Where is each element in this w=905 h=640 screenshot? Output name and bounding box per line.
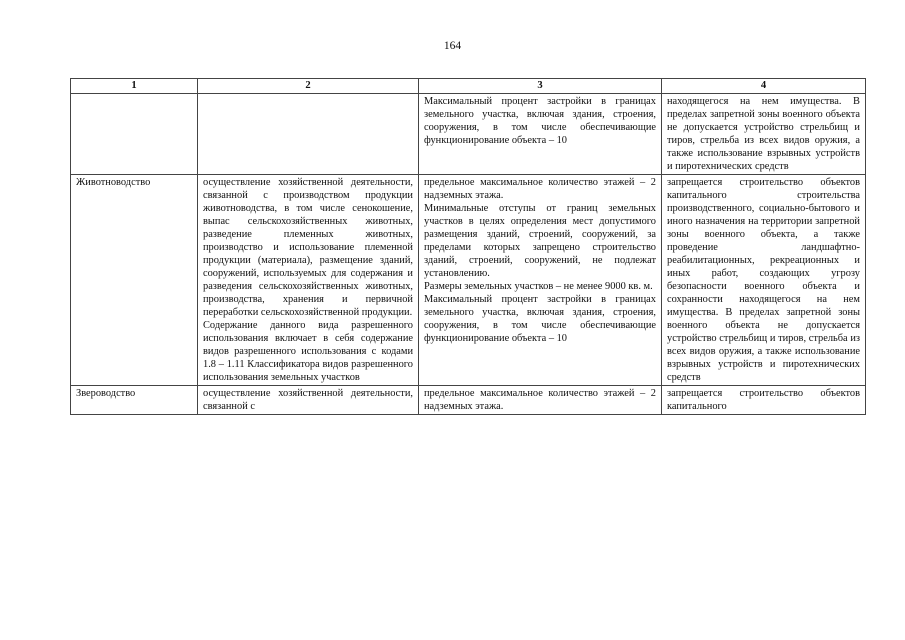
row-1-description-paragraph: Содержание данного вида разрешенного использования включает в себя содержание видов разрешенного использования с кодами 1.8 – 1.11 Классификатора видов разрешенного использования земельных участков [203, 320, 413, 383]
row-1-description-paragraph: осуществление хозяйственной деятельности, связанной с производством продукции животноводства, в том числе сенокошение, выпас сельскохозяйственных животных, разведение племенных животных, производство и использование племенной продукции (материала), размещение зданий, сооружений, используемых для содержания и разведения сельскохозяйственных животных, производства, хранения и первичной переработки сельскохозяйственной продукции. [203, 177, 413, 318]
column-header-4: 4 [662, 79, 866, 94]
land-use-table [70, 78, 866, 415]
row-1-restrictions-paragraph: запрещается строительство объектов капитального строительства производственного, социально-бытового и иного назначения на территории запретной зоны военного объекта, а также проведение ландшафтно-реабилитационных, рекреационных и иных работ, создающих угрозу безопасности военного объекта и сохранности находящегося на нем имущества. В пределах запретной зоны военного объекта не допускается устройство стрельбищ и тиров, стрельба из всех видов оружия, а также использование взрывных устройств и пиротехнических средств [667, 177, 860, 383]
row-2-parameters-paragraph: предельное максимальное количество этажей – 2 надземных этажа. [424, 388, 656, 412]
row-1-use-name: Животноводство [71, 175, 198, 386]
column-header-1: 1 [71, 79, 198, 94]
column-header-2: 2 [198, 79, 419, 94]
row-1-parameters-paragraph: предельное максимальное количество этажей – 2 надземных этажа. [424, 177, 656, 201]
row-2-restrictions [662, 386, 866, 415]
row-2-restrictions-paragraph: запрещается строительство объектов капитального [667, 388, 860, 412]
row-1-parameters-paragraph: Максимальный процент застройки в границах земельного участка, включая здания, строения, сооружения, в том числе обеспечивающие функционирование объекта – 10 [424, 294, 656, 344]
row-0-parameters-paragraph: Максимальный процент застройки в границах земельного участка, включая здания, строения, сооружения, в том числе обеспечивающие функционирование объекта – 10 [424, 96, 656, 146]
row-2-use-name: Звероводство [71, 386, 198, 415]
row-0-restrictions [662, 94, 866, 175]
row-1-parameters [419, 175, 662, 386]
row-1-description [198, 175, 419, 386]
row-2-description-paragraph: осуществление хозяйственной деятельности, связанной с [203, 388, 413, 412]
header-row [71, 79, 866, 94]
table-row [71, 94, 866, 175]
column-header-3: 3 [419, 79, 662, 94]
row-2-description [198, 386, 419, 415]
row-0-use-name [71, 94, 198, 175]
table-row [71, 386, 866, 415]
row-0-restrictions-paragraph: находящегося на нем имущества. В пределах запретной зоны военного объекта не допускается устройство стрельбищ и тиров, стрельба из всех видов оружия, а также использование взрывных устройств и пиротехнических средств [667, 96, 860, 172]
row-2-parameters [419, 386, 662, 415]
row-0-description [198, 94, 419, 175]
page-number: 164 [443, 40, 462, 52]
table-row [71, 175, 866, 386]
row-0-parameters [419, 94, 662, 175]
row-1-restrictions [662, 175, 866, 386]
row-1-parameters-paragraph: Размеры земельных участков – не менее 9000 кв. м. [424, 281, 653, 292]
row-1-parameters-paragraph: Минимальные отступы от границ земельных участков в целях определения мест допустимого размещения зданий, строений, сооружений, за пределами которых запрещено строительство зданий, строений, сооружений, не подлежат установлению. [424, 203, 656, 279]
